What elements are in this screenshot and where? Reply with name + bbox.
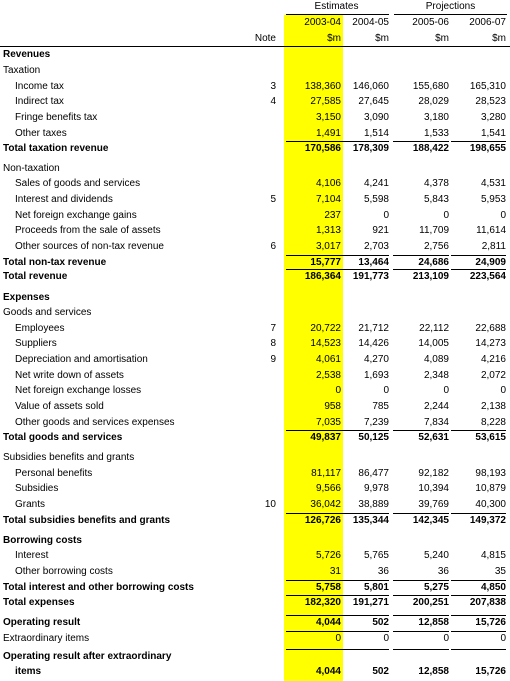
value-cell: 3,090: [363, 112, 389, 123]
table-row: [0, 431, 510, 445]
year-header-2005-06: 2005-06: [412, 17, 449, 28]
value-cell: 0: [383, 633, 389, 644]
value-cell: 14,426: [358, 338, 389, 349]
table-row: [0, 111, 510, 125]
value-cell: 138,360: [304, 81, 341, 92]
value-cell: 31: [329, 566, 341, 577]
note-header: Note: [254, 33, 276, 44]
table-row: [0, 565, 510, 579]
row-label: Subsidies benefits and grants: [3, 452, 135, 463]
value-cell: 7,834: [423, 417, 449, 428]
row-label: Other goods and services expenses: [15, 417, 175, 428]
value-cell: 4,044: [315, 666, 341, 677]
estimates-group-rule: [286, 14, 389, 15]
value-cell: 11,614: [476, 225, 506, 236]
table-row: [0, 224, 510, 238]
row-label: Other taxes: [15, 128, 67, 139]
table-row: [0, 498, 510, 512]
value-cell: 4,270: [363, 354, 389, 365]
row-label: Interest: [15, 550, 49, 561]
value-cell: 2,138: [480, 401, 506, 412]
value-cell: 146,060: [352, 81, 389, 92]
value-cell: 28,523: [475, 96, 506, 107]
estimates-group-label: Estimates: [314, 1, 359, 12]
value-cell: 7,239: [363, 417, 389, 428]
row-label: Value of assets sold: [15, 401, 104, 412]
value-cell: 178,309: [352, 143, 389, 154]
value-cell: 191,773: [352, 271, 389, 282]
value-cell: 0: [443, 633, 449, 644]
value-cell: 1,313: [315, 225, 341, 236]
year-header-2006-07: 2006-07: [469, 17, 506, 28]
row-label: Net foreign exchange losses: [15, 385, 142, 396]
unit-header-2003-04: $m: [327, 33, 341, 44]
row-label: Borrowing costs: [3, 535, 82, 546]
row-label: Total non-tax revenue: [3, 257, 107, 268]
value-cell: 38,889: [358, 499, 389, 510]
value-cell: 92,182: [418, 468, 449, 479]
value-cell: 5,598: [363, 194, 389, 205]
row-label: Proceeds from the sale of assets: [15, 225, 161, 236]
value-cell: 14,273: [475, 338, 506, 349]
year-header-2003-04: 2003-04: [304, 17, 341, 28]
value-cell: 9,566: [315, 483, 341, 494]
value-cell: 24,686: [418, 257, 449, 268]
row-label: items: [15, 666, 42, 677]
value-cell: 35: [494, 566, 506, 577]
table-row: [0, 596, 510, 610]
value-cell: 5,843: [423, 194, 449, 205]
table-row: [0, 384, 510, 398]
value-cell: 0: [335, 633, 341, 644]
value-cell: 0: [443, 385, 449, 396]
value-cell: 4,378: [423, 178, 449, 189]
row-label: Extraordinary items: [3, 633, 90, 644]
table-row: [0, 337, 510, 351]
unit-header-2005-06: $m: [435, 33, 449, 44]
value-cell: 0: [500, 385, 506, 396]
row-label: Suppliers: [15, 338, 57, 349]
table-row: [0, 240, 510, 254]
row-label: Operating result after extraordinary: [3, 651, 172, 662]
value-cell: 4,241: [363, 178, 389, 189]
value-cell: 22,688: [475, 323, 506, 334]
row-label: Total interest and other borrowing costs: [3, 582, 194, 593]
value-cell: 2,703: [363, 241, 389, 252]
value-cell: 1,533: [423, 128, 449, 139]
value-cell: 5,726: [315, 550, 341, 561]
table-row: [0, 400, 510, 414]
value-cell: 502: [372, 666, 389, 677]
value-cell: 81,117: [311, 468, 341, 479]
value-cell: 9,978: [363, 483, 389, 494]
value-cell: 0: [383, 385, 389, 396]
table-row: [0, 322, 510, 336]
row-label: Non-taxation: [3, 163, 60, 174]
value-cell: 1,491: [315, 128, 341, 139]
table-row: [0, 80, 510, 94]
value-cell: 36: [437, 566, 449, 577]
row-label: Total goods and services: [3, 432, 123, 443]
value-cell: 12,858: [418, 617, 449, 628]
table-row: [0, 48, 510, 62]
row-label: Taxation: [3, 65, 41, 76]
value-cell: 14,005: [418, 338, 449, 349]
year-header-2004-05: 2004-05: [352, 17, 389, 28]
value-cell: 213,109: [412, 271, 449, 282]
value-cell: 0: [383, 210, 389, 221]
value-cell: 0: [443, 210, 449, 221]
value-cell: 0: [335, 385, 341, 396]
value-cell: 921: [372, 225, 389, 236]
value-cell: 785: [372, 401, 389, 412]
table-row: [0, 64, 510, 78]
value-cell: 1,541: [480, 128, 506, 139]
row-label: Interest and dividends: [15, 194, 113, 205]
value-cell: 5,765: [363, 550, 389, 561]
value-cell: 50,125: [358, 432, 389, 443]
row-label: Grants: [15, 499, 46, 510]
value-cell: 188,422: [412, 143, 449, 154]
table-row: [0, 451, 510, 465]
value-cell: 7,035: [315, 417, 341, 428]
value-cell: 2,244: [423, 401, 449, 412]
value-cell: 4,061: [315, 354, 341, 365]
value-cell: 49,837: [310, 432, 341, 443]
note-ref: 7: [270, 323, 276, 334]
row-label: Income tax: [15, 81, 64, 92]
value-cell: 1,514: [363, 128, 389, 139]
projections-group-rule: [394, 14, 507, 15]
table-row: [0, 616, 510, 630]
value-cell: 5,801: [363, 582, 389, 593]
note-ref: 5: [270, 194, 276, 205]
value-cell: 86,477: [358, 468, 389, 479]
row-label: Other borrowing costs: [15, 566, 113, 577]
value-cell: 4,106: [315, 178, 341, 189]
value-cell: 170,586: [304, 143, 341, 154]
unit-header-2006-07: $m: [492, 33, 506, 44]
table-row: [0, 369, 510, 383]
note-ref: 6: [270, 241, 276, 252]
value-cell: 3,280: [480, 112, 506, 123]
table-row: [0, 209, 510, 223]
value-cell: 4,216: [480, 354, 506, 365]
row-label: Indirect tax: [15, 96, 64, 107]
value-cell: 15,777: [310, 257, 341, 268]
value-cell: 36: [377, 566, 389, 577]
value-cell: 958: [324, 401, 341, 412]
value-cell: 3,150: [315, 112, 341, 123]
table-row: [0, 256, 510, 270]
value-cell: 52,631: [418, 432, 449, 443]
value-cell: 2,538: [315, 370, 341, 381]
table-row: [0, 270, 510, 284]
table-row: [0, 162, 510, 176]
value-cell: 21,712: [358, 323, 389, 334]
note-ref: 8: [270, 338, 276, 349]
value-cell: 165,310: [469, 81, 506, 92]
value-cell: 198,655: [469, 143, 506, 154]
value-cell: 15,726: [475, 666, 506, 677]
value-cell: 20,722: [310, 323, 341, 334]
projections-group-label: Projections: [425, 1, 476, 12]
table-row: [0, 127, 510, 141]
note-ref: 4: [270, 96, 276, 107]
row-label: Subsidies: [15, 483, 59, 494]
table-row: [0, 291, 510, 305]
value-cell: 186,364: [304, 271, 341, 282]
value-cell: 5,953: [480, 194, 506, 205]
value-cell: 11,709: [419, 225, 449, 236]
value-cell: 135,344: [352, 515, 389, 526]
value-cell: 27,585: [310, 96, 341, 107]
table-row: [0, 467, 510, 481]
table-row: [0, 632, 510, 646]
value-cell: 14,523: [310, 338, 341, 349]
table-row: [0, 650, 510, 664]
value-cell: 4,089: [423, 354, 449, 365]
value-cell: 4,531: [480, 178, 506, 189]
value-cell: 27,645: [358, 96, 389, 107]
row-label: Total revenue: [3, 271, 68, 282]
row-label: Net foreign exchange gains: [15, 210, 137, 221]
table-row: [0, 665, 510, 679]
value-cell: 2,811: [481, 241, 506, 252]
row-label: Total expenses: [3, 597, 75, 608]
value-cell: 207,838: [469, 597, 506, 608]
value-cell: 1,693: [363, 370, 389, 381]
value-cell: 237: [324, 210, 341, 221]
row-label: Employees: [15, 323, 65, 334]
row-label: Goods and services: [3, 307, 92, 318]
value-cell: 126,726: [304, 515, 341, 526]
row-label: Sales of goods and services: [15, 178, 141, 189]
note-ref: 10: [264, 499, 276, 510]
table-row: [0, 514, 510, 528]
row-label: Revenues: [3, 49, 51, 60]
value-cell: 502: [372, 617, 389, 628]
value-cell: 191,271: [352, 597, 389, 608]
value-cell: 0: [500, 633, 506, 644]
value-cell: 142,345: [412, 515, 449, 526]
value-cell: 3,017: [315, 241, 341, 252]
table-row: [0, 142, 510, 156]
value-cell: 13,464: [358, 257, 389, 268]
table-row: [0, 549, 510, 563]
value-cell: 12,858: [418, 666, 449, 677]
value-cell: 2,756: [423, 241, 449, 252]
value-cell: 155,680: [412, 81, 449, 92]
value-cell: 182,320: [304, 597, 341, 608]
value-cell: 22,112: [419, 323, 449, 334]
value-cell: 149,372: [469, 515, 506, 526]
value-cell: 5,240: [423, 550, 449, 561]
value-cell: 4,850: [480, 582, 506, 593]
value-cell: 223,564: [469, 271, 506, 282]
row-label: Personal benefits: [15, 468, 93, 479]
value-cell: 5,758: [315, 582, 341, 593]
value-cell: 98,193: [475, 468, 506, 479]
value-cell: 0: [500, 210, 506, 221]
table-row: [0, 177, 510, 191]
row-label: Fringe benefits tax: [15, 112, 98, 123]
table-row: [0, 353, 510, 367]
value-cell: 15,726: [475, 617, 506, 628]
row-label: Total subsidies benefits and grants: [3, 515, 171, 526]
unit-header-2004-05: $m: [375, 33, 389, 44]
row-label: Total taxation revenue: [3, 143, 109, 154]
table-row: [0, 193, 510, 207]
value-cell: 5,275: [423, 582, 449, 593]
table-row: [0, 482, 510, 496]
value-cell: 2,348: [423, 370, 449, 381]
value-cell: 200,251: [412, 597, 449, 608]
value-cell: 28,029: [418, 96, 449, 107]
row-label: Net write down of assets: [15, 370, 124, 381]
note-ref: 3: [270, 81, 276, 92]
row-label: Expenses: [3, 292, 50, 303]
value-cell: 8,228: [480, 417, 506, 428]
value-cell: 53,615: [475, 432, 506, 443]
row-label: Depreciation and amortisation: [15, 354, 148, 365]
value-cell: 3,180: [423, 112, 449, 123]
value-cell: 10,394: [418, 483, 449, 494]
table-row: [0, 306, 510, 320]
value-cell: 39,769: [418, 499, 449, 510]
header-rule: [0, 46, 510, 47]
table-row: [0, 95, 510, 109]
row-label: Other sources of non-tax revenue: [15, 241, 164, 252]
row-label: Operating result: [3, 617, 81, 628]
value-cell: 40,300: [475, 499, 506, 510]
value-cell: 7,104: [315, 194, 341, 205]
note-ref: 9: [270, 354, 276, 365]
table-row: [0, 416, 510, 430]
table-row: [0, 534, 510, 548]
table-row: [0, 581, 510, 595]
value-cell: 24,909: [475, 257, 506, 268]
value-cell: 4,815: [480, 550, 506, 561]
value-cell: 36,042: [310, 499, 341, 510]
value-cell: 10,879: [475, 483, 506, 494]
value-cell: 4,044: [315, 617, 341, 628]
value-cell: 2,072: [480, 370, 506, 381]
